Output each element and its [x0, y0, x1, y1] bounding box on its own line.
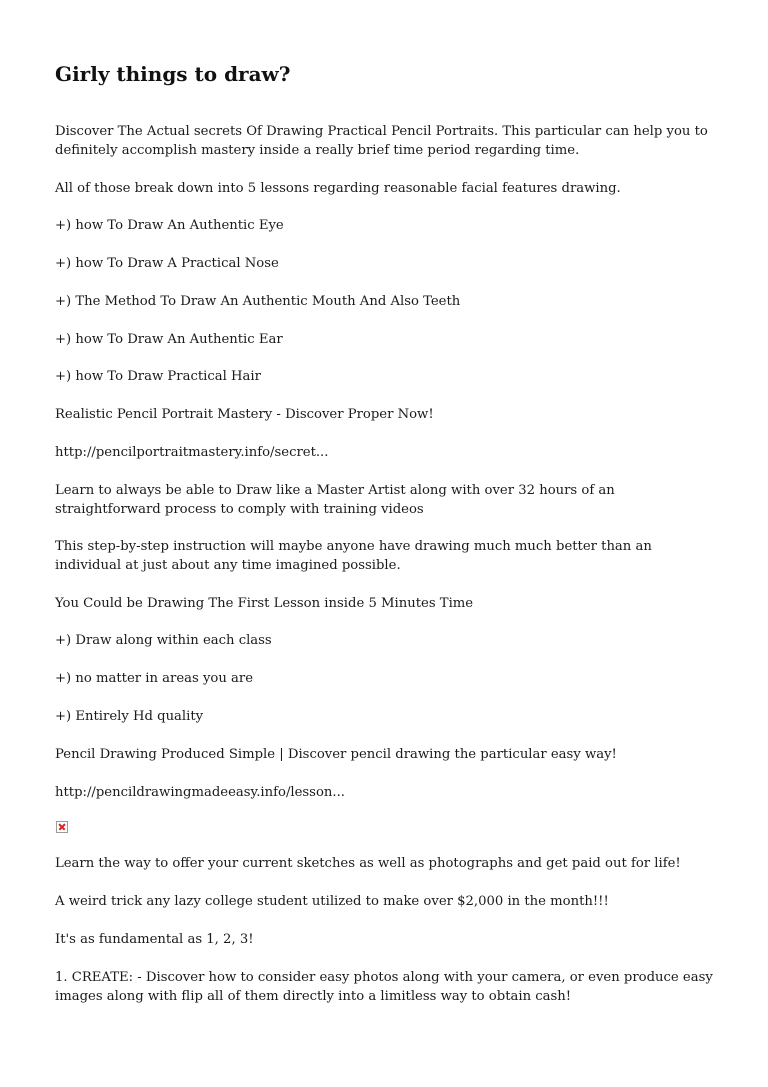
list-item: +) how To Draw An Authentic Eye	[55, 218, 284, 233]
document-title: Girly things to draw?	[55, 62, 291, 86]
list-item: +) how To Draw An Authentic Ear	[55, 332, 283, 347]
paragraph-lessons: All of those break down into 5 lessons regarding reasonable facial features drawing.	[55, 181, 621, 196]
list-item: +) how To Draw Practical Hair	[55, 369, 261, 384]
paragraph-url: http://pencildrawingmadeeasy.info/lesson...	[55, 785, 345, 800]
list-item: +) Draw along within each class	[55, 633, 272, 648]
paragraph-body: Learn to always be able to Draw like a Master Artist along with over 32 hours of an straightforward process to comply with training videos	[55, 483, 615, 517]
paragraph-url: http://pencilportraitmastery.info/secret...	[55, 445, 329, 460]
list-item: +) how To Draw A Practical Nose	[55, 256, 279, 271]
list-item: +) Entirely Hd quality	[55, 709, 204, 724]
list-item: +) The Method To Draw An Authentic Mouth And Also Teeth	[55, 294, 461, 309]
paragraph-body: A weird trick any lazy college student utilized to make over $2,000 in the month!!!	[55, 894, 609, 909]
paragraph-heading: Pencil Drawing Produced Simple | Discover pencil drawing the particular easy way!	[55, 747, 617, 762]
paragraph-heading: Realistic Pencil Portrait Mastery - Discover Proper Now!	[55, 407, 434, 422]
paragraph-body: 1. CREATE: - Discover how to consider easy photos along with your camera, or even produce easy images along with flip all of them directly into a limitless way to obtain cash!	[55, 970, 713, 1004]
list-item: +) no matter in areas you are	[55, 671, 254, 686]
broken-image-icon	[56, 821, 68, 833]
paragraph-body: It's as fundamental as 1, 2, 3!	[55, 932, 254, 947]
paragraph-body: Learn the way to offer your current sketches as well as photographs and get paid out for life!	[55, 856, 681, 871]
paragraph-intro: Discover The Actual secrets Of Drawing Practical Pencil Portraits. This particular can help you to definitely accomplish mastery inside a really brief time period regarding time.	[55, 124, 708, 158]
paragraph-body: This step-by-step instruction will maybe anyone have drawing much much better than an individual at just about any time imagined possible.	[55, 539, 652, 573]
paragraph-heading: You Could be Drawing The First Lesson inside 5 Minutes Time	[55, 596, 474, 611]
